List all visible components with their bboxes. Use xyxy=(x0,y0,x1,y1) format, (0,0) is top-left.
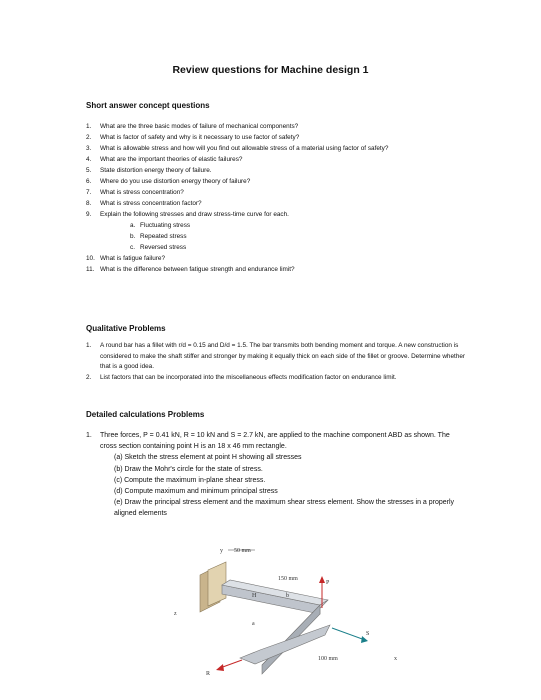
item-text: List factors that can be incorporated into the miscellaneous effects modification factor on endurance limit. xyxy=(100,373,397,381)
force-s-arrow xyxy=(332,628,365,640)
item-text: Fluctuating stress xyxy=(140,222,191,229)
page-title: Review questions for Machine design 1 xyxy=(172,64,369,76)
problem-parts xyxy=(100,452,468,519)
list-item xyxy=(86,373,466,384)
item-number: 11. xyxy=(86,266,95,273)
list-item xyxy=(86,143,466,154)
item-number: 1. xyxy=(86,432,92,439)
dim-50-label: 50 mm xyxy=(234,548,251,554)
item-number: 2. xyxy=(86,134,92,141)
item-number: 9. xyxy=(86,211,92,218)
item-number: a. xyxy=(130,222,136,229)
point-h-label: H xyxy=(252,593,257,599)
item-number: 2. xyxy=(86,373,92,381)
list-item xyxy=(86,253,466,264)
force-s-label: S xyxy=(366,631,370,637)
axis-x-label: x xyxy=(394,656,397,662)
item-text: What is the difference between fatigue strength and endurance limit? xyxy=(100,266,295,273)
item-text: What is factor of safety and why is it necessary to use factor of safety? xyxy=(100,134,300,141)
problem-part: (b) Draw the Mohr's circle for the state of stress. xyxy=(114,465,263,473)
list-item xyxy=(86,209,466,253)
member-end xyxy=(240,625,330,664)
item-number: 10. xyxy=(86,255,95,262)
item-text: What is stress concentration? xyxy=(100,189,184,196)
item-text: What is allowable stress and how will you find out allowable stress of a material using factor of safety? xyxy=(100,145,389,152)
item-number: c. xyxy=(130,244,135,251)
item-text: A round bar has a fillet with r/d = 0.15 and D/d = 1.5. The bar transmits both bending moment and torque. A new construction is considered to make the shaft stiffer and stronger by making it equally thick on each side of the fillet or groove. Determine whether that is a good idea. xyxy=(100,342,466,370)
list-item xyxy=(86,430,468,520)
list-item xyxy=(86,121,466,132)
section-heading-qualitative: Qualitative Problems xyxy=(86,324,166,333)
item-number: 5. xyxy=(86,167,92,174)
item-number: 4. xyxy=(86,156,92,163)
axis-z-label: z xyxy=(174,611,177,617)
item-text: Three forces, P = 0.41 kN, R = 10 kN and S = 2.7 kN, are applied to the machine component ABD as shown. The cross section containing point H is an 18 x 46 mm rectangle. xyxy=(100,432,450,451)
item-number: 1. xyxy=(86,123,92,130)
list-item xyxy=(130,231,466,242)
item-text: What are the three basic modes of failure of mechanical components? xyxy=(100,123,299,130)
item-number: 3. xyxy=(86,145,92,152)
item-text: State distortion energy theory of failure. xyxy=(100,167,212,174)
list-item xyxy=(130,220,466,231)
list-item xyxy=(86,165,466,176)
force-p-arrowhead xyxy=(319,576,325,583)
sub-list xyxy=(100,220,466,253)
problem-part: (a) Sketch the stress element at point H showing all stresses xyxy=(114,454,302,462)
point-b-label: b xyxy=(286,593,289,599)
force-r-label: R xyxy=(206,671,211,677)
section-heading-short: Short answer concept questions xyxy=(86,101,210,110)
item-text: Where do you use distortion energy theory of failure? xyxy=(100,178,251,185)
list-item xyxy=(86,132,466,143)
list-item xyxy=(86,176,466,187)
dim-150-label: 150 mm xyxy=(278,576,298,582)
item-number: 8. xyxy=(86,200,92,207)
item-text: Reversed stress xyxy=(140,244,187,251)
force-r-arrowhead xyxy=(216,664,224,671)
list-item xyxy=(130,242,466,253)
item-text: What are the important theories of elastic failures? xyxy=(100,156,243,163)
list-item xyxy=(86,187,466,198)
force-s-arrowhead xyxy=(361,636,368,643)
component-diagram xyxy=(160,540,420,690)
item-number: 1. xyxy=(86,342,92,349)
qualitative-problem-list xyxy=(86,341,466,383)
force-p-label: P xyxy=(326,580,330,586)
item-number: 6. xyxy=(86,178,92,185)
item-text: Repeated stress xyxy=(140,233,187,240)
machine-component-figure xyxy=(160,540,420,690)
section-heading-calculations: Detailed calculations Problems xyxy=(86,410,205,419)
item-number: 7. xyxy=(86,189,92,196)
list-item xyxy=(86,264,466,275)
item-text: Explain the following stresses and draw stress-time curve for each. xyxy=(100,211,289,218)
list-item xyxy=(86,198,466,209)
dim-100-label: 100 mm xyxy=(318,656,338,662)
calculation-problem-list xyxy=(86,430,468,520)
item-number: b. xyxy=(130,233,136,240)
list-item xyxy=(86,341,466,373)
problem-part: (c) Compute the maximum in-plane shear stress. xyxy=(114,476,266,484)
problem-part: (d) Compute maximum and minimum principal stress xyxy=(114,488,278,496)
axis-y-label: y xyxy=(220,548,223,554)
item-text: What is stress concentration factor? xyxy=(100,200,202,207)
point-a-label: a xyxy=(252,621,255,627)
short-question-list xyxy=(86,121,466,275)
item-text: What is fatigue failure? xyxy=(100,255,166,262)
list-item xyxy=(86,154,466,165)
problem-part: (e) Draw the principal stress element and the maximum shear stress element. Show the stresses in a properly aligned elements xyxy=(114,499,455,518)
